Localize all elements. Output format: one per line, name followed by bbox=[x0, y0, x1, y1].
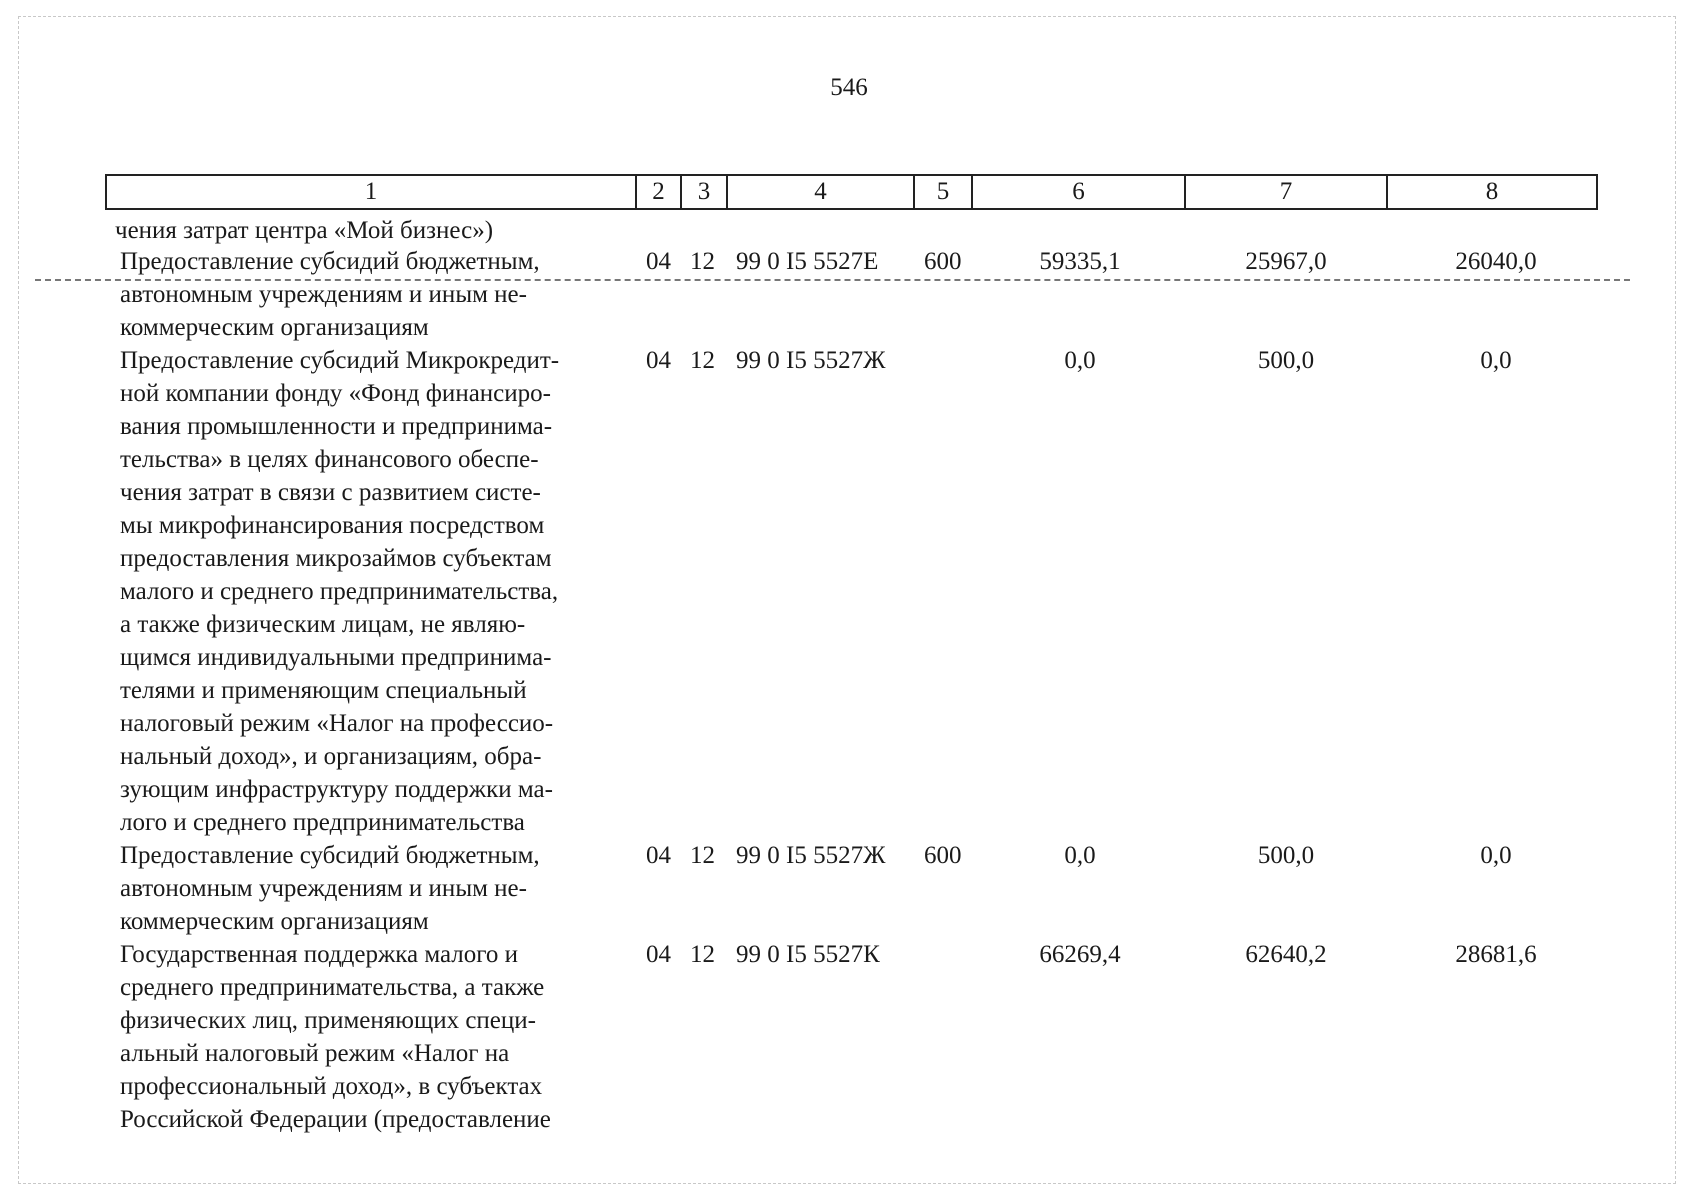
description-line: коммерческим организациям bbox=[120, 908, 429, 935]
header-col-4: 4 bbox=[727, 175, 914, 209]
header-col-7: 7 bbox=[1185, 175, 1387, 209]
row-description bbox=[120, 245, 625, 344]
description-line: Предоставление субсидий бюджетным, bbox=[120, 842, 540, 869]
header-col-6: 6 bbox=[972, 175, 1185, 209]
target-article-code: 99 0 I5 5527Ж bbox=[736, 347, 886, 374]
description-line: альный налоговый режим «Налог на bbox=[120, 1040, 510, 1067]
section-code: 04 bbox=[646, 842, 671, 869]
description-line: а также физическим лицам, не являю- bbox=[120, 611, 526, 638]
scan-artifact-line bbox=[35, 279, 1630, 281]
header-col-8: 8 bbox=[1387, 175, 1597, 209]
expense-type-code: 600 bbox=[924, 842, 962, 869]
description-line: лого и среднего предпринимательства bbox=[120, 809, 525, 836]
amount-col-7: 62640,2 bbox=[1245, 941, 1327, 968]
description-line: телями и применяющим специальный bbox=[120, 677, 527, 704]
description-line: предоставления микрозаймов субъектам bbox=[120, 545, 552, 572]
column-number-header bbox=[105, 174, 1598, 210]
amount-col-7: 500,0 bbox=[1257, 347, 1315, 374]
subsection-code: 12 bbox=[690, 248, 715, 275]
description-line: Государственная поддержка малого и bbox=[120, 941, 519, 968]
section-code: 04 bbox=[646, 941, 671, 968]
description-line: Предоставление субсидий бюджетным, bbox=[120, 248, 540, 275]
amount-col-8: 0,0 bbox=[1480, 842, 1512, 869]
target-article-code: 99 0 I5 5527К bbox=[736, 941, 880, 968]
amount-col-6: 66269,4 bbox=[1039, 941, 1121, 968]
description-line: коммерческим организациям bbox=[120, 314, 429, 341]
continuation-text: чения затрат центра «Мой бизнес») bbox=[115, 217, 494, 244]
header-col-1: 1 bbox=[106, 175, 636, 209]
expense-type-code: 600 bbox=[924, 248, 962, 275]
description-line: вания промышленности и предпринима- bbox=[120, 413, 553, 440]
description-line: тельства» в целях финансового обеспе- bbox=[120, 446, 539, 473]
description-line: автономным учреждениям и иным не- bbox=[120, 281, 527, 308]
amount-col-7: 500,0 bbox=[1257, 842, 1315, 869]
subsection-code: 12 bbox=[690, 842, 715, 869]
amount-col-6: 0,0 bbox=[1064, 347, 1096, 374]
amount-col-8: 26040,0 bbox=[1455, 248, 1537, 275]
amount-col-8: 0,0 bbox=[1480, 347, 1512, 374]
header-col-5: 5 bbox=[914, 175, 972, 209]
description-line: мы микрофинансирования посредством bbox=[120, 512, 545, 539]
description-line: щимся индивидуальными предпринима- bbox=[120, 644, 552, 671]
amount-col-7: 25967,0 bbox=[1245, 248, 1327, 275]
description-line: малого и среднего предпринимательства, bbox=[120, 578, 559, 605]
amount-col-6: 59335,1 bbox=[1039, 248, 1121, 275]
description-line: чения затрат в связи с развитием систе- bbox=[120, 479, 541, 506]
row-description bbox=[120, 938, 625, 1136]
target-article-code: 99 0 I5 5527Е bbox=[736, 248, 879, 275]
description-line: ной компании фонду «Фонд финансиро- bbox=[120, 380, 551, 407]
header-col-2: 2 bbox=[636, 175, 681, 209]
amount-col-8: 28681,6 bbox=[1455, 941, 1537, 968]
description-line: среднего предпринимательства, а также bbox=[120, 974, 545, 1001]
amount-col-6: 0,0 bbox=[1064, 842, 1096, 869]
header-col-3: 3 bbox=[681, 175, 727, 209]
description-line: физических лиц, применяющих специ- bbox=[120, 1007, 536, 1034]
description-line: нальный доход», и организациям, обра- bbox=[120, 743, 542, 770]
description-line: Российской Федерации (предоставление bbox=[120, 1106, 551, 1133]
description-line: зующим инфраструктуру поддержки ма- bbox=[120, 776, 553, 803]
description-line: налоговый режим «Налог на профессио- bbox=[120, 710, 554, 737]
target-article-code: 99 0 I5 5527Ж bbox=[736, 842, 886, 869]
description-line: Предоставление субсидий Микрокредит- bbox=[120, 347, 560, 374]
subsection-code: 12 bbox=[690, 941, 715, 968]
description-line: профессиональный доход», в субъектах bbox=[120, 1073, 543, 1100]
section-code: 04 bbox=[646, 248, 671, 275]
subsection-code: 12 bbox=[690, 347, 715, 374]
row-description bbox=[120, 839, 625, 938]
row-description bbox=[120, 344, 625, 839]
description-line: автономным учреждениям и иным не- bbox=[120, 875, 527, 902]
section-code: 04 bbox=[646, 347, 671, 374]
page-number: 546 bbox=[830, 74, 868, 101]
